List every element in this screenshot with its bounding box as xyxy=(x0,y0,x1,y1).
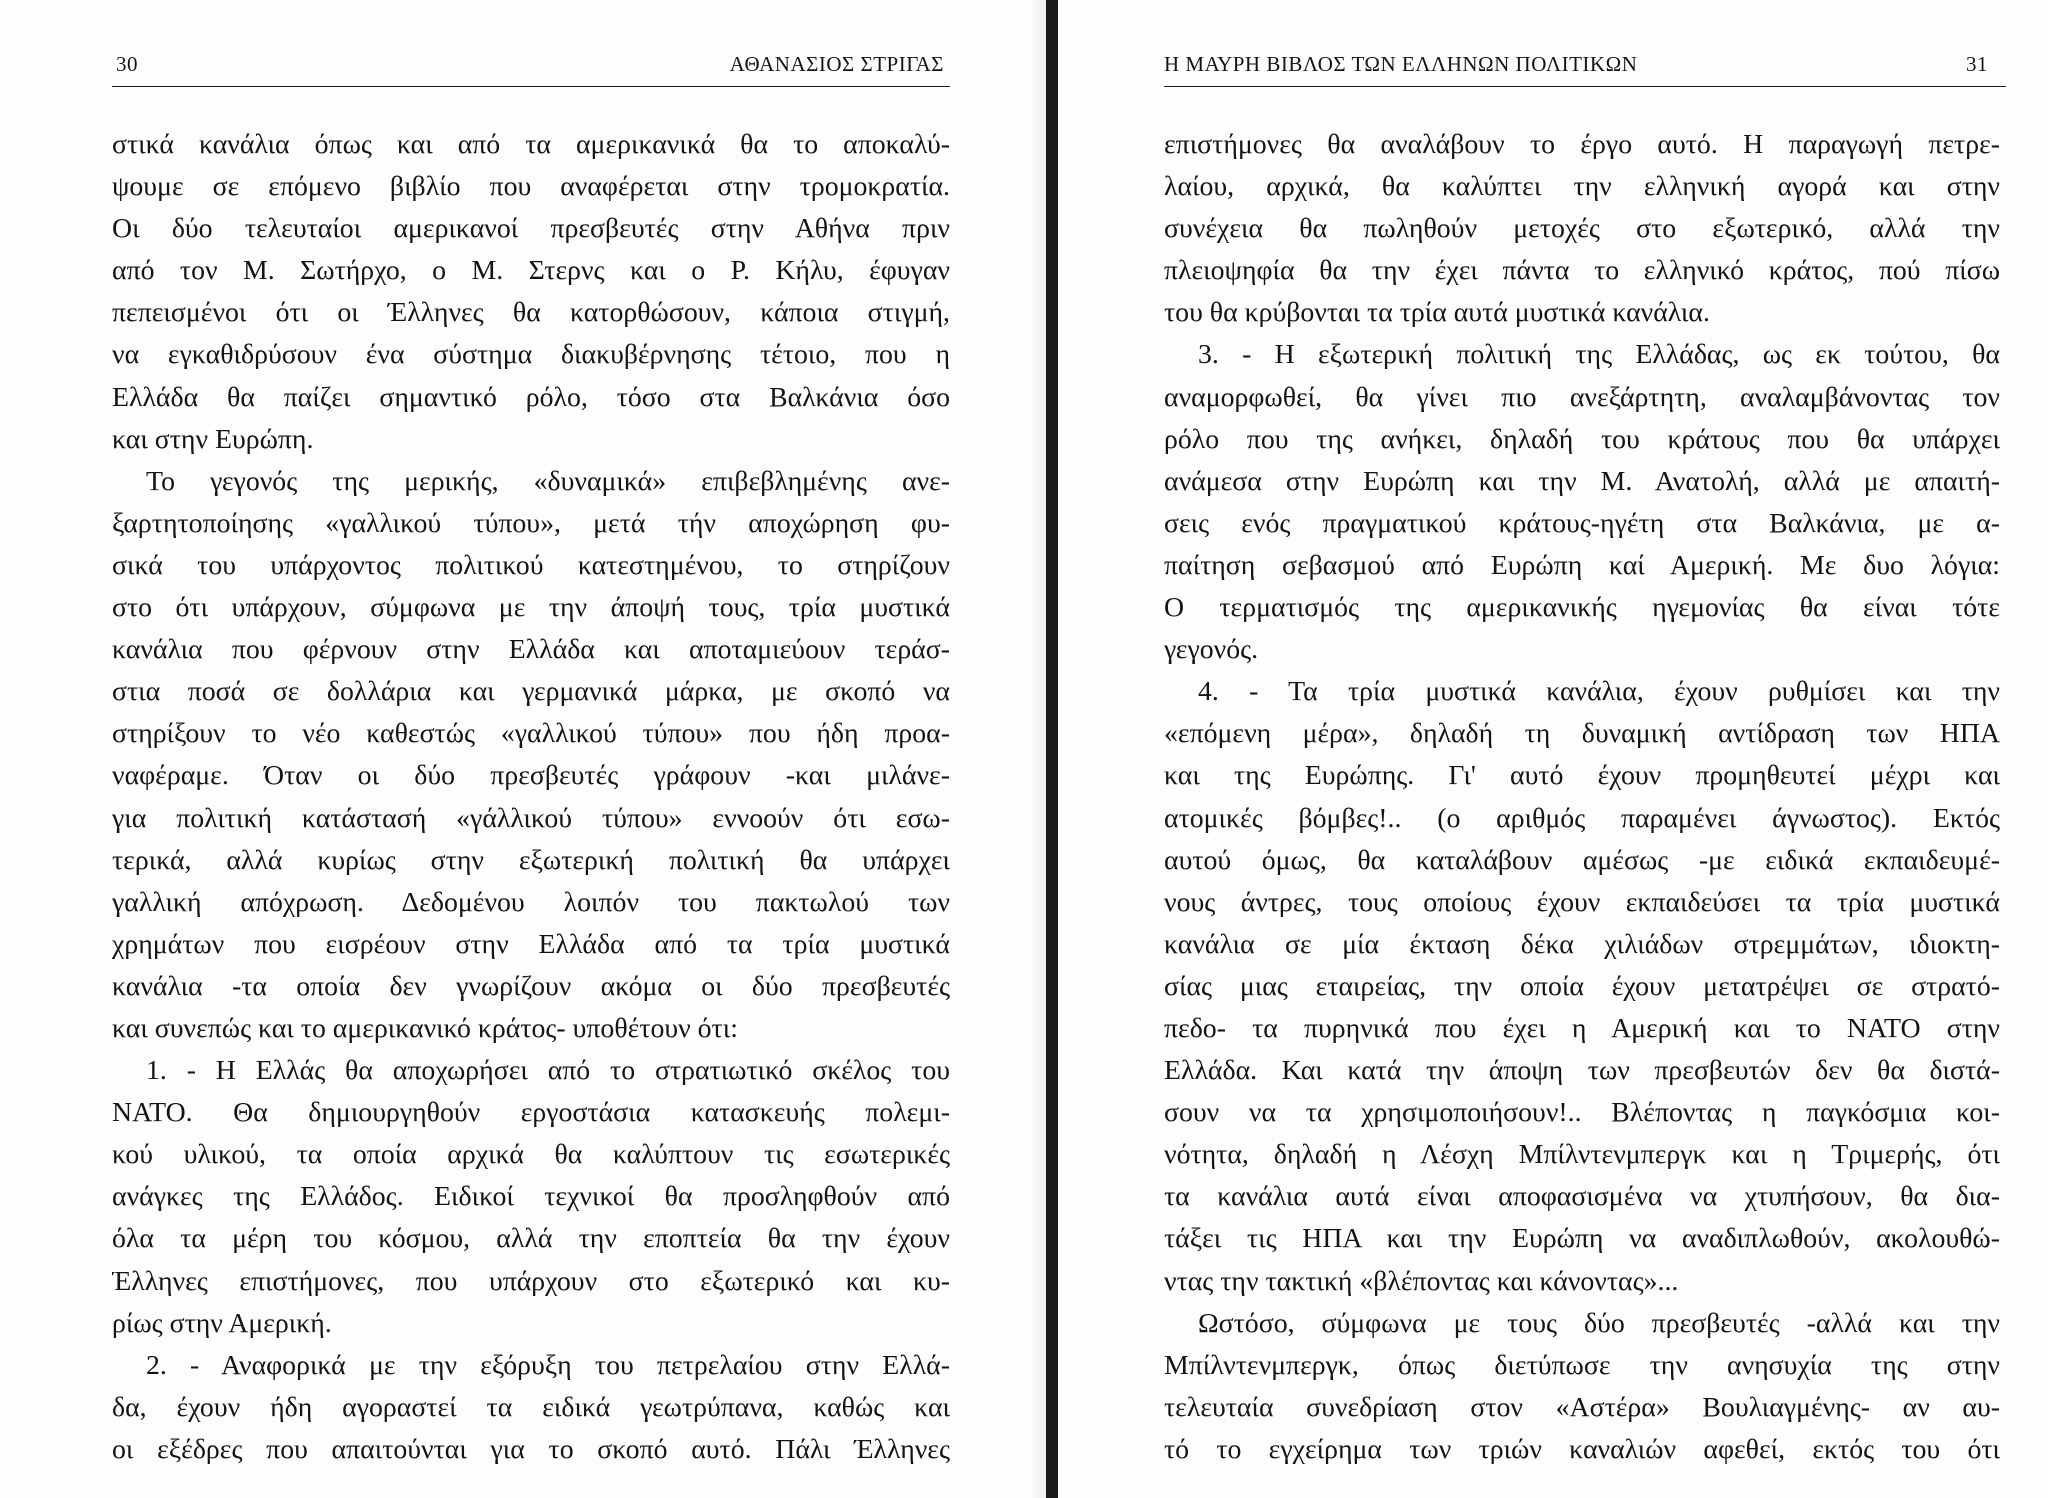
left-page-header xyxy=(112,50,950,87)
text-line: σουν να τα χρησιμοποιήσουν!.. Βλέποντας η παγκόσμια κοι- xyxy=(1164,1097,2000,1129)
text-line: συνέχεια θα πωληθούν μετοχές στο εξωτερικό, αλλά την xyxy=(1164,213,2000,245)
text-line: οι εξέδρες που απαιτούνται για το σκοπό αυτό. Πάλι Έλληνες xyxy=(112,1433,950,1465)
text-line: λαίου, αρχικά, θα καλύπτει την ελληνική αγορά και στην xyxy=(1164,171,2000,203)
text-line: κανάλια -τα οποία δεν γνωρίζουν ακόμα οι δύο πρεσβευτές xyxy=(112,970,950,1002)
text-line: τερικά, αλλά κυρίως στην εξωτερική πολιτική θα υπάρχει xyxy=(112,844,950,876)
text-line: στο ότι υπάρχουν, σύμφωνα με την άποψή τους, τρία μυστικά xyxy=(112,592,950,624)
text-line: για πολιτική κατάστασή «γάλλικού τύπου» εννοούν ότι εσω- xyxy=(112,802,950,834)
text-line: ναφέραμε. Όταν οι δύο πρεσβευτές γράφουν -και μιλάνε- xyxy=(112,760,950,792)
text-line: στια ποσά σε δολλάρια και γερμανικά μάρκα, με σκοπό να xyxy=(112,676,950,708)
text-line: Το γεγονός της μερικής, «δυναμικά» επιβεβλημένης ανε- xyxy=(146,465,950,497)
right-page-body xyxy=(1164,124,2000,1471)
text-line: «επόμενη μέρα», δηλαδή τη δυναμική αντίδραση των ΗΠΑ xyxy=(1164,718,2000,750)
text-line: τα κανάλια αυτά είναι αποφασισμένα να χτυπήσουν, θα δια- xyxy=(1164,1181,2000,1213)
running-head: Η ΜΑΥΡΗ ΒΙΒΛΟΣ ΤΩΝ ΕΛΛΗΝΩΝ ΠΟΛΙΤΙΚΩΝ xyxy=(1164,52,1638,76)
text-line: ατομικές βόμβες!.. (ο αριθμός παραμένει άγνωστος). Εκτός xyxy=(1164,802,2000,834)
text-line: σίας μιας εταιρείας, την οποία έχουν μετατρέψει σε στρατό- xyxy=(1164,970,2000,1002)
text-line: στικά κανάλια όπως και από τα αμερικανικά θα το αποκαλύ- xyxy=(112,129,950,160)
text-line: ανάμεσα στην Ευρώπη και την Μ. Ανατολή, αλλά με απαιτή- xyxy=(1164,465,2000,497)
text-line: από τον Μ. Σωτήρχο, ο Μ. Στερνς και ο Ρ. Κήλυ, έφυγαν xyxy=(112,255,950,287)
text-line: αναμορφωθεί, θα γίνει πιο ανεξάρτητη, αναλαμβάνοντας τον xyxy=(1164,381,2000,413)
text-line: του θα κρύβονται τα τρία αυτά μυστικά κανάλια. xyxy=(1164,297,1710,329)
text-line: στηρίξουν το νέο καθεστώς «γαλλικού τύπου» που ήδη προα- xyxy=(112,718,950,750)
text-line: και της Ευρώπης. Γι' αυτό έχουν προμηθευτεί μέχρι και xyxy=(1164,760,2000,792)
text-line: ψουμε σε επόμενο βιβλίο που αναφέρεται στην τρομοκρατία. xyxy=(112,171,950,203)
text-line: ρόλο που της ανήκει, δηλαδή του κράτους που θα υπάρχει xyxy=(1164,423,2000,455)
text-line: επιστήμονες θα αναλάβουν το έργο αυτό. Η παραγωγή πετρε- xyxy=(1164,129,2000,160)
book-gutter xyxy=(1046,0,1058,1498)
text-line: νους άντρες, τους οποίους έχουν εκπαιδεύσει τα τρία μυστικά xyxy=(1164,886,2000,918)
text-line: κανάλια σε μία έκταση δέκα χιλιάδων στρεμμάτων, ιδιοκτη- xyxy=(1164,928,2000,960)
text-line: αυτού όμως, θα καταλάβουν αμέσως -με ειδικά εκπαιδευμέ- xyxy=(1164,844,2000,876)
left-page-body xyxy=(112,124,950,1471)
text-line: τό το εγχείρημα των τριών καναλιών αφεθεί, εκτός του ότι xyxy=(1164,1433,2000,1465)
running-head: ΑΘΑΝΑΣΙΟΣ ΣΤΡΙΓΑΣ xyxy=(729,52,944,76)
text-line: Ελλάδα. Και κατά την άποψη των πρεσβευτών δεν θα διστά- xyxy=(1164,1055,2000,1087)
text-line: Ελλάδα θα παίζει σημαντικό ρόλο, τόσο στα Βαλκάνια όσο xyxy=(112,381,950,413)
text-line: ξαρτητοποίησης «γαλλικού τύπου», μετά τήν αποχώρηση φυ- xyxy=(112,507,950,539)
text-line: 4. - Τα τρία μυστικά κανάλια, έχουν ρυθμίσει και την xyxy=(1198,676,2000,708)
text-line: νότητα, δηλαδή η Λέσχη Μπίλντενμπεργκ και η Τριμερής, ότι xyxy=(1164,1139,2000,1171)
text-line: 2. - Αναφορικά με την εξόρυξη του πετρελαίου στην Ελλά- xyxy=(146,1349,950,1381)
text-line: να εγκαθιδρύσουν ένα σύστημα διακυβέρνησης τέτοιο, που η xyxy=(112,339,950,371)
page-number: 31 xyxy=(1966,52,1988,76)
text-line: σικά του υπάρχοντος πολιτικού κατεστημένου, το στηρίζουν xyxy=(112,549,950,581)
text-line: γεγονός. xyxy=(1164,634,1259,666)
text-line: σεις ενός πραγματικού κράτους-ηγέτη στα Βαλκάνια, με α- xyxy=(1164,507,2000,539)
text-line: 3. - Η εξωτερική πολιτική της Ελλάδας, ως εκ τούτου, θα xyxy=(1198,339,2000,371)
text-line: πεδο- τα πυρηνικά που έχει η Αμερική και το ΝΑΤΟ στην xyxy=(1164,1012,2000,1044)
text-line: γαλλική απόχρωση. Δεδομένου λοιπόν του πακτωλού των xyxy=(112,886,950,918)
text-line: Οι δύο τελευταίοι αμερικανοί πρεσβευτές στην Αθήνα πριν xyxy=(112,213,950,245)
text-line: δα, έχουν ήδη αγοραστεί τα ειδικά γεωτρύπανα, καθώς και xyxy=(112,1391,950,1423)
text-line: και συνεπώς και το αμερικανικό κράτος- υποθέτουν ότι: xyxy=(112,1012,738,1044)
text-line: χρημάτων που εισρέουν στην Ελλάδα από τα τρία μυστικά xyxy=(112,928,950,960)
text-line: παίτηση σεβασμού από Ευρώπη καί Αμερική. Με δυο λόγια: xyxy=(1164,549,2000,581)
right-page xyxy=(1164,0,2006,1498)
left-page xyxy=(112,0,950,1498)
text-line: 1. - Η Ελλάς θα αποχωρήσει από το στρατιωτικό σκέλος του xyxy=(146,1055,950,1087)
text-line: Ο τερματισμός της αμερικανικής ηγεμονίας θα είναι τότε xyxy=(1164,592,2000,624)
text-line: όλα τα μέρη του κόσμου, αλλά την εποπτεία θα την έχουν xyxy=(112,1223,950,1255)
gutter-shadow xyxy=(1030,0,1046,1498)
text-line: ρίως στην Αμερική. xyxy=(112,1307,332,1339)
text-line: Μπίλντενμπεργκ, όπως διετύπωσε την ανησυχία της στην xyxy=(1164,1349,2000,1381)
text-line: πεπεισμένοι ότι οι Έλληνες θα κατορθώσουν, κάποια στιγμή, xyxy=(112,297,950,329)
text-line: πλειοψηφία θα την έχει πάντα το ελληνικό κράτος, πού πίσω xyxy=(1164,255,2000,287)
right-page-header xyxy=(1164,50,2006,87)
text-line: και στην Ευρώπη. xyxy=(112,423,314,455)
text-line: ανάγκες της Ελλάδος. Ειδικοί τεχνικοί θα προσληφθούν από xyxy=(112,1181,950,1213)
text-line: κού υλικού, τα οποία αρχικά θα καλύπτουν τις εσωτερικές xyxy=(112,1139,950,1171)
text-line: ντας την τακτική «βλέποντας και κάνοντας»... xyxy=(1164,1265,1679,1297)
text-line: Έλληνες επιστήμονες, που υπάρχουν στο εξωτερικό και κυ- xyxy=(112,1265,950,1297)
page-number: 30 xyxy=(116,52,138,76)
text-line: Ωστόσο, σύμφωνα με τους δύο πρεσβευτές -αλλά και την xyxy=(1198,1307,2000,1339)
text-line: τάξει τις ΗΠΑ και την Ευρώπη να αναδιπλωθούν, ακολουθώ- xyxy=(1164,1223,2000,1255)
text-line: ΝΑΤΟ. Θα δημιουργηθούν εργοστάσια κατασκευής πολεμι- xyxy=(112,1097,950,1129)
text-line: τελευταία συνεδρίαση στον «Αστέρα» Βουλιαγμένης- αν αυ- xyxy=(1164,1391,2000,1423)
text-line: κανάλια που φέρνουν στην Ελλάδα και αποταμιεύουν τεράσ- xyxy=(112,634,950,666)
